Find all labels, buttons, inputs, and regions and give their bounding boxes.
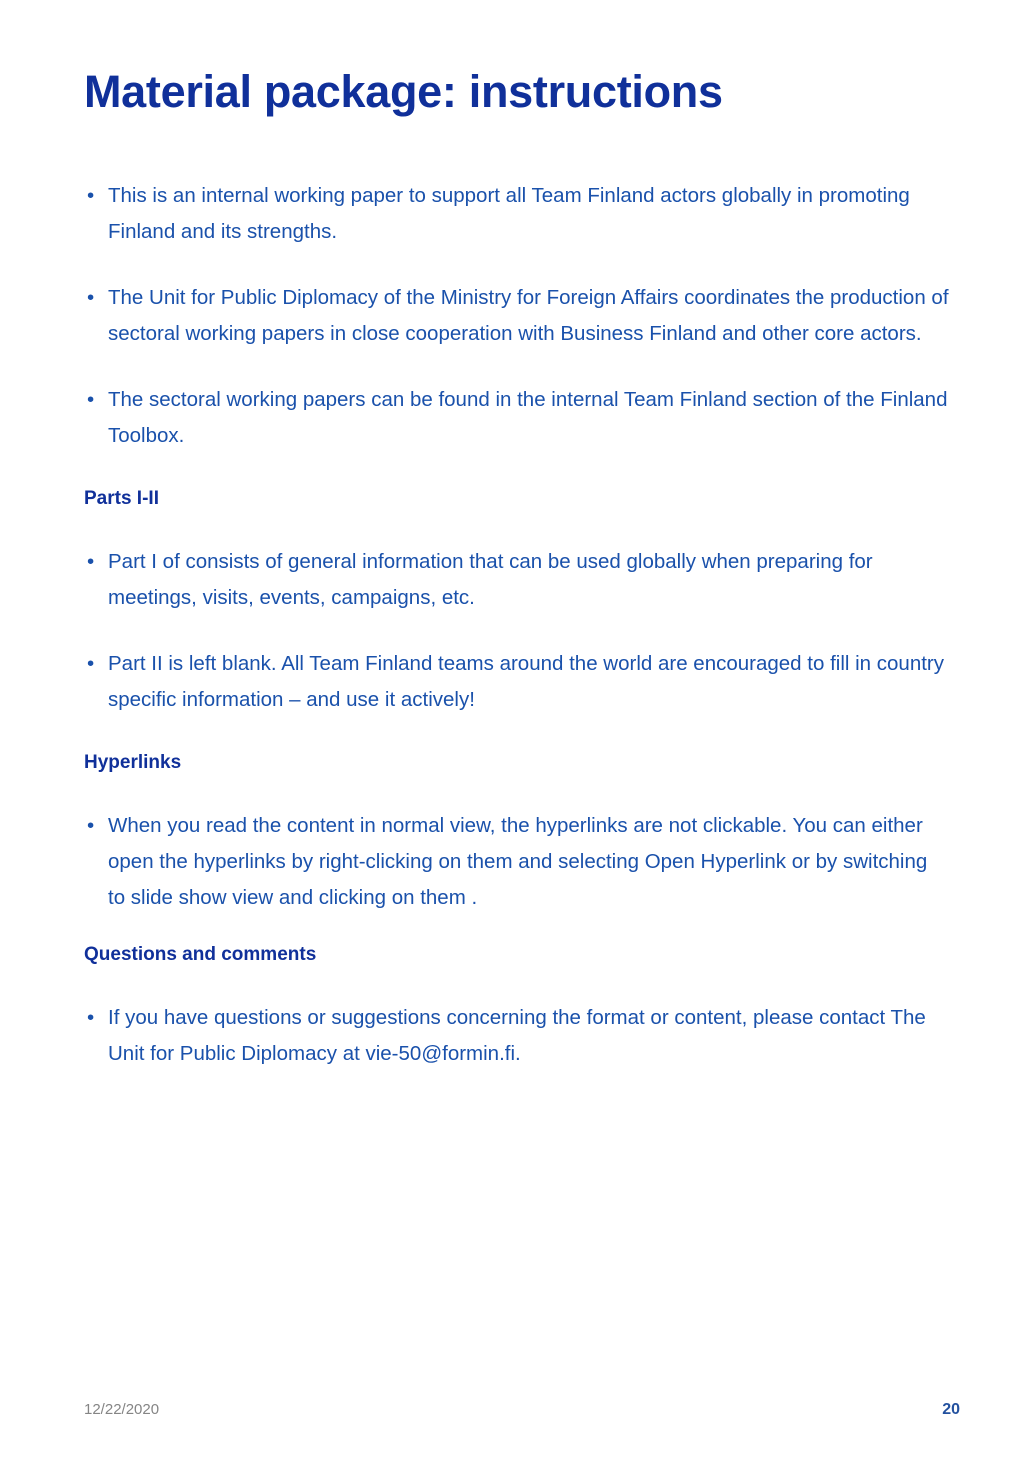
bullet-item — [84, 382, 950, 454]
bullet-item — [84, 1000, 950, 1072]
bullet-item — [84, 808, 950, 916]
bullet-text: If you have questions or suggestions concerning the format or content, please contact The Unit for Public Diplomacy at vie-50@formin.fi. — [108, 1006, 926, 1065]
bullet-marker-icon: • — [87, 286, 95, 309]
bullet-text: The Unit for Public Diplomacy of the Ministry for Foreign Affairs coordinates the production of sectoral working papers in close cooperation with Business Finland and other core actors. — [108, 286, 949, 345]
slide-body-content — [84, 178, 950, 1102]
bullet-marker-icon: • — [87, 550, 95, 573]
bullet-text: This is an internal working paper to support all Team Finland actors globally in promoting Finland and its strengths. — [108, 184, 910, 243]
bullet-marker-icon: • — [87, 388, 95, 411]
bullet-text: The sectoral working papers can be found in the internal Team Finland section of the Finland Toolbox. — [108, 388, 948, 447]
bullet-item — [84, 544, 950, 616]
page-title: Material package: instructions — [84, 66, 723, 117]
bullet-marker-icon: • — [87, 652, 95, 675]
bullet-item — [84, 280, 950, 352]
bullet-text: When you read the content in normal view, the hyperlinks are not clickable. You can either open the hyperlinks by right-clicking on them and selecting Open Hyperlink or by switching to slide show view and clicking on them . — [108, 814, 928, 909]
bullet-text: Part II is left blank. All Team Finland teams around the world are encouraged to fill in country specific information – and use it actively! — [108, 652, 945, 711]
bullet-text: Part I of consists of general information that can be used globally when preparing for meetings, visits, events, campaigns, etc. — [108, 550, 873, 609]
footer-date: 12/22/2020 — [84, 1401, 160, 1418]
section-heading: Questions and comments — [84, 944, 317, 965]
bullet-item — [84, 646, 950, 718]
footer-page-number: 20 — [942, 1401, 960, 1418]
section-heading: Parts I-II — [84, 488, 159, 509]
bullet-marker-icon: • — [87, 1006, 95, 1029]
section-heading: Hyperlinks — [84, 752, 182, 773]
bullet-item — [84, 178, 950, 250]
bullet-marker-icon: • — [87, 814, 95, 837]
bullet-marker-icon: • — [87, 184, 95, 207]
